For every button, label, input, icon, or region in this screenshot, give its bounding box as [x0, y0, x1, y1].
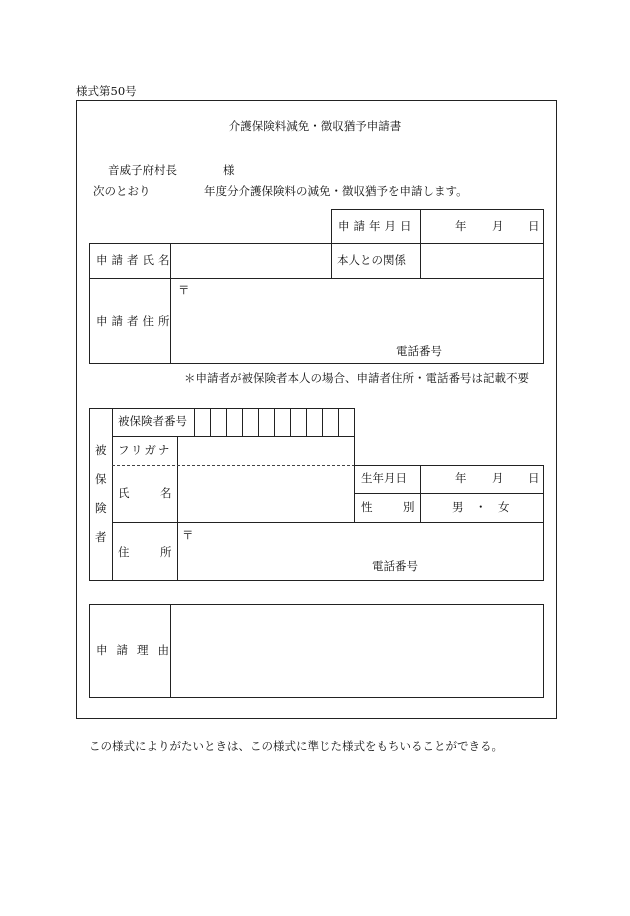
- insured-phone-label: 電話番号: [372, 559, 418, 573]
- divider: [420, 209, 421, 244]
- insured-number-label: 被保険者番号: [118, 414, 187, 428]
- furigana-label: フリガナ: [118, 443, 172, 457]
- applicant-phone-label: 電話番号: [396, 344, 442, 358]
- furigana-divider: [112, 465, 355, 466]
- application-date-day-unit[interactable]: 日: [528, 219, 540, 233]
- furigana-field[interactable]: [179, 438, 353, 464]
- reason-label: 申請理由: [96, 643, 178, 657]
- form-number: 様式第50号: [76, 84, 137, 98]
- divider: [354, 465, 544, 466]
- birth-date-label: 生年月日: [361, 471, 407, 485]
- insured-name-field[interactable]: [179, 467, 353, 521]
- application-date-label: 申請年月日: [338, 219, 416, 233]
- divider: [543, 465, 544, 581]
- footer-note: この様式によりがたいときは、この様式に準じた様式をもちいることができる。: [89, 739, 503, 753]
- insured-side-label-1: 被: [95, 443, 107, 457]
- applicant-name-field[interactable]: [172, 245, 329, 276]
- sex-label-2: 別: [403, 500, 415, 514]
- applicant-address-label: 申請者住所: [96, 314, 174, 328]
- insured-address-label-1: 住: [118, 545, 130, 559]
- divider: [89, 580, 544, 581]
- birth-year-unit[interactable]: 年: [455, 471, 467, 485]
- insured-postal-mark: 〒: [182, 528, 194, 542]
- divider: [112, 436, 355, 437]
- form-title: 介護保険料減免・徴収猶予申請書: [228, 119, 402, 133]
- insured-name-label-2: 名: [160, 486, 172, 500]
- application-date-year-unit[interactable]: 年: [455, 219, 467, 233]
- application-date-month-unit[interactable]: 月: [492, 219, 504, 233]
- divider: [420, 243, 421, 278]
- relation-field[interactable]: [422, 245, 542, 276]
- insured-number-boxes[interactable]: [194, 408, 355, 436]
- divider: [354, 493, 544, 494]
- addressee-office: 音威子府村長: [108, 163, 177, 177]
- sex-options[interactable]: 男 ・ 女: [452, 500, 510, 514]
- statement-body: 年度分介護保険料の減免・徴収猶予を申請します。: [204, 184, 468, 198]
- divider: [112, 522, 544, 523]
- insured-address-label-2: 所: [160, 545, 172, 559]
- divider: [177, 436, 178, 581]
- relation-label: 本人との関係: [337, 253, 406, 267]
- insured-address-field[interactable]: [179, 524, 542, 579]
- birth-day-unit[interactable]: 日: [528, 471, 540, 485]
- applicant-postal-mark: 〒: [178, 283, 190, 297]
- sex-label-1: 性: [361, 500, 373, 514]
- divider: [331, 243, 332, 278]
- applicant-note: ＊申請者が被保険者本人の場合、申請者住所・電話番号は記載不要: [184, 371, 529, 385]
- divider: [112, 408, 113, 581]
- applicant-name-label: 申請者氏名: [96, 253, 174, 267]
- insured-side-label-3: 険: [95, 501, 107, 515]
- reason-field[interactable]: [172, 606, 542, 696]
- insured-side-label-2: 保: [95, 472, 107, 486]
- applicant-address-field[interactable]: [172, 280, 542, 362]
- statement-prefix: 次のとおり: [93, 184, 151, 198]
- insured-name-label-1: 氏: [118, 486, 130, 500]
- addressee-honorific: 様: [223, 163, 235, 177]
- divider: [89, 278, 544, 279]
- divider: [420, 465, 421, 522]
- divider: [89, 408, 90, 581]
- insured-side-label-4: 者: [95, 530, 107, 544]
- birth-month-unit[interactable]: 月: [492, 471, 504, 485]
